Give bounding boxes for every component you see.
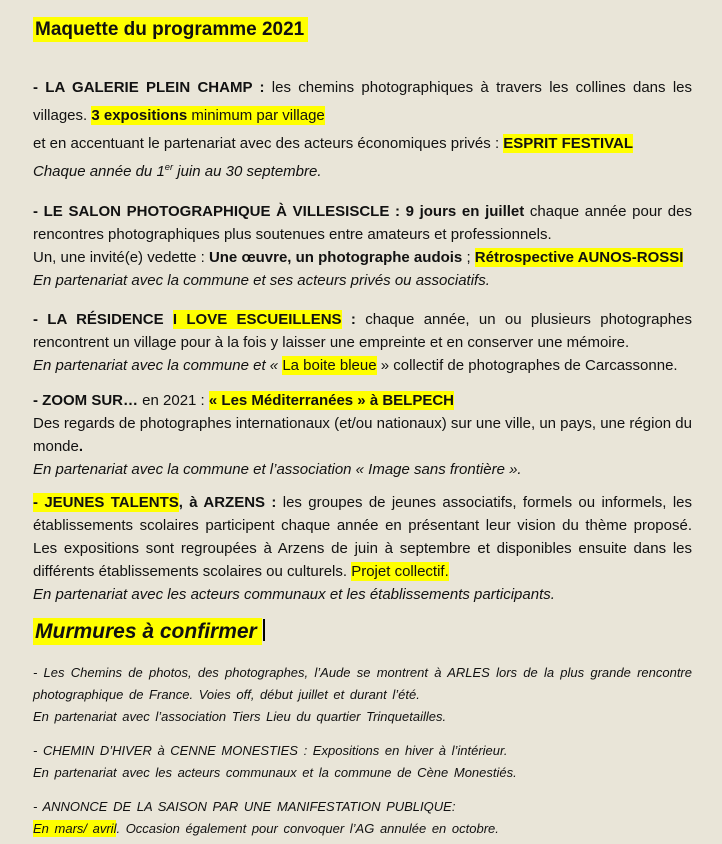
- text-run: Un, une invité(e) vedette :: [33, 249, 209, 266]
- text-run: - ZOOM SUR…: [33, 392, 138, 409]
- text-run: « Les Méditerranées » à BELPECH: [208, 392, 455, 409]
- text-run: chaque année pour des rencontres photographiques plus soutenues entre amateurs et professionnels.: [33, 203, 692, 243]
- text-run: En partenariat avec la commune et ses acteurs privés ou associatifs.: [33, 272, 490, 289]
- text-run: les chemins photographiques à travers les collines dans les villages.: [33, 79, 692, 124]
- text-run: - CHEMIN D’HIVER à CENNE MONESTIES : Expositions en hiver à l’intérieur.: [33, 743, 508, 758]
- paragraph-residence: [33, 308, 692, 377]
- text-run: ;: [462, 249, 475, 266]
- text-run: - LA GALERIE PLEIN CHAMP :: [33, 79, 272, 96]
- text-run: En partenariat avec les acteurs communaux et les établissements participants.: [33, 586, 555, 603]
- text-run: En mars/ avril: [33, 821, 117, 836]
- text-run: En partenariat avec la commune et l’association « Image sans frontière ».: [33, 461, 522, 478]
- text-run: » collectif de photographes de Carcassonne.: [376, 357, 678, 374]
- text-run: . Occasion également pour convoquer l’AG annulée en octobre.: [116, 821, 499, 836]
- text-run: chaque année, un ou plusieurs photographes rencontrent un village pour à la fois y laisser une empreinte et en conserver une mémoire.: [33, 311, 692, 351]
- text-run: Projet collectif.: [351, 563, 449, 580]
- text-run: les groupes de jeunes associatifs, formels ou informels, les établissements scolaires participent chaque année en présentant leur vision du thème proposé. Les expositions sont regroupées à Arzens de juin à septembre et disponibles ensuite dans les différents établissements scolaires ou culturels.: [33, 494, 692, 580]
- subheading-murmures-text: Murmures à confirmer: [33, 618, 262, 645]
- text-run: ESPRIT FESTIVAL: [503, 135, 634, 152]
- paragraph-arles: [33, 662, 692, 728]
- text-cursor: [263, 619, 265, 641]
- text-run: Chaque année du 1: [33, 163, 165, 180]
- text-run: - ANNONCE DE LA SAISON PAR UNE MANIFESTATION PUBLIQUE:: [33, 799, 456, 814]
- text-run: - Les Chemins de photos, des photographes, l’Aude se montrent à ARLES lors de la plus grande rencontre photographique de France. Voies off, début juillet et durant l’été.: [33, 665, 692, 702]
- document-title: [33, 18, 692, 42]
- text-run: er: [164, 162, 174, 172]
- text-run: En partenariat avec l’association Tiers Lieu du quartier Trinquetailles.: [33, 709, 447, 724]
- paragraph-galerie-plein-champ: [33, 74, 692, 186]
- text-run: - LE SALON PHOTOGRAPHIQUE À VILLESISCLE : 9 jours en juillet: [33, 203, 525, 220]
- text-run: I LOVE ESCUEILLENS: [172, 311, 342, 328]
- text-run: Rétrospective AUNOS-ROSSI: [474, 249, 684, 266]
- subheading-murmures: [33, 618, 692, 646]
- paragraph-annonce-saison: [33, 796, 692, 840]
- text-run: En partenariat avec les acteurs communaux et la commune de Cène Monestiés.: [33, 765, 517, 780]
- text-run: .: [78, 438, 84, 455]
- text-run: - LA RÉSIDENCE: [33, 311, 173, 328]
- text-run: En partenariat avec la commune et «: [33, 357, 283, 374]
- paragraph-zoom-sur: [33, 389, 692, 481]
- text-run: juin au 30 septembre.: [173, 163, 322, 180]
- document-title-text: Maquette du programme 2021: [33, 17, 308, 42]
- text-run: La boite bleue: [282, 357, 377, 374]
- text-run: Une œuvre, un photographe audois: [208, 249, 463, 266]
- text-run: en 2021 :: [138, 392, 209, 409]
- text-run: 3 expositions: [91, 107, 192, 124]
- paragraph-chemin-hiver: [33, 740, 692, 784]
- paragraph-jeunes-talents: [33, 491, 692, 606]
- text-run: Des regards de photographes internationaux (et/ou nationaux) sur une ville, un pays, une région du monde: [33, 415, 692, 455]
- text-run: minimum par village: [191, 107, 325, 124]
- text-run: :: [341, 311, 366, 328]
- text-run: et en accentuant le partenariat avec des acteurs économiques privés :: [33, 135, 504, 152]
- text-run: - JEUNES TALENTS: [33, 494, 179, 511]
- text-run: , à ARZENS :: [178, 494, 283, 511]
- paragraph-salon-photographique: [33, 200, 692, 292]
